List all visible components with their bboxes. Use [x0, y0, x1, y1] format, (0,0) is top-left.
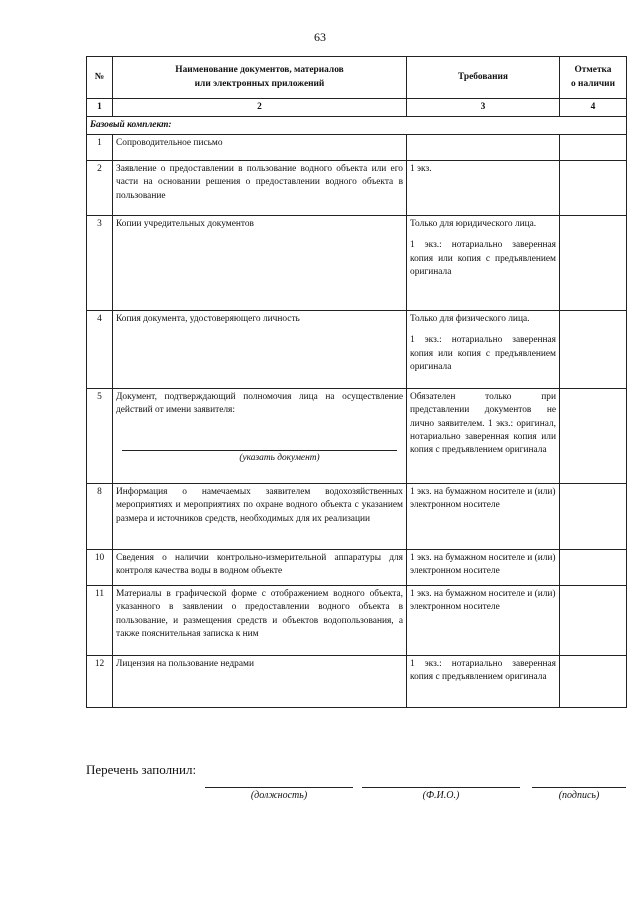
row-mark-cell[interactable] — [560, 161, 627, 216]
position-caption: (должность) — [250, 790, 308, 801]
fio-caption: (Ф.И.О.) — [422, 790, 460, 801]
row-number: 1 — [87, 135, 113, 161]
row-requirements-line1: Только для юридического лица. — [410, 219, 537, 230]
table-row — [87, 586, 627, 656]
header-name-line1: Наименование документов, материалов — [175, 65, 344, 76]
column-number: 1 — [87, 99, 113, 117]
row-number: 2 — [87, 161, 113, 216]
row-document-name: Копия документа, удостоверяющего личность — [113, 311, 407, 389]
row-number: 11 — [87, 586, 113, 656]
table-row — [87, 135, 627, 161]
row-document-name: Заявление о предоставлении в пользование водного объекта или его части на основании решения о предоставлении водного объекта в пользование — [113, 161, 407, 216]
header-mark-line1: Отметка — [574, 65, 612, 76]
row-requirements: 1 экз.: нотариально заверенная копия с предъявлением оригинала — [407, 656, 560, 708]
row-document-name: Копии учредительных документов — [113, 216, 407, 311]
header-row — [87, 57, 627, 99]
row-requirements: 1 экз. на бумажном носителе и (или) электронном носителе — [407, 586, 560, 656]
table-row — [87, 656, 627, 708]
row-number: 5 — [87, 389, 113, 484]
row-number: 4 — [87, 311, 113, 389]
row-requirements: 1 экз. на бумажном носителе и (или) электронном носителе — [407, 550, 560, 586]
page-number: 63 — [314, 30, 326, 44]
row-mark-cell[interactable] — [560, 586, 627, 656]
row-document-name: Материалы в графической форме с отображением водного объекта, указанного в заявлении о предоставлении водного объекта в пользование, и размещения средств и объектов водопользования, а также пояснительная записка к ним — [113, 586, 407, 656]
row-document-name: Лицензия на пользование недрами — [113, 656, 407, 708]
row-mark-cell[interactable] — [560, 389, 627, 484]
row-mark-cell[interactable] — [560, 550, 627, 586]
row-requirements — [407, 311, 560, 389]
row-document-name-text: Документ, подтверждающий полномочия лица на осуществление действий от имени заявителя: — [116, 392, 403, 416]
table-row — [87, 161, 627, 216]
filled-by-label: Перечень заполнил: — [86, 762, 197, 777]
row-number: 10 — [87, 550, 113, 586]
header-name — [113, 57, 407, 99]
row-number: 8 — [87, 484, 113, 550]
row-mark-cell[interactable] — [560, 656, 627, 708]
documents-table — [86, 56, 627, 708]
header-num: № — [87, 57, 113, 99]
position-line[interactable] — [205, 787, 353, 788]
row-mark-cell[interactable] — [560, 135, 627, 161]
row-number: 3 — [87, 216, 113, 311]
table-row — [87, 389, 627, 484]
table-row — [87, 311, 627, 389]
column-number: 3 — [407, 99, 560, 117]
signature-line[interactable] — [532, 787, 626, 788]
column-number: 2 — [113, 99, 407, 117]
signature-caption: (подпись) — [558, 790, 600, 801]
row-document-name: Сведения о наличии контрольно-измерительной аппаратуры для контроля качества воды в водном объекте — [113, 550, 407, 586]
row-requirements: 1 экз. на бумажном носителе и (или) электронном носителе — [407, 484, 560, 550]
table-row — [87, 216, 627, 311]
section-row — [87, 117, 627, 135]
section-title: Базовый комплект: — [87, 117, 627, 135]
row-document-name: Сопроводительное письмо — [113, 135, 407, 161]
header-mark — [560, 57, 627, 99]
document-specify-line[interactable] — [122, 450, 397, 451]
document-specify-caption: (указать документ) — [239, 452, 320, 463]
table-row — [87, 484, 627, 550]
row-mark-cell[interactable] — [560, 216, 627, 311]
column-number: 4 — [560, 99, 627, 117]
row-requirements-line2: 1 экз.: нотариально заверенная копия или копия с предъявлением оригинала — [410, 335, 556, 372]
header-requirements: Требования — [407, 57, 560, 99]
row-requirements-line1: Только для физического лица. — [410, 314, 530, 325]
row-mark-cell[interactable] — [560, 311, 627, 389]
row-number: 12 — [87, 656, 113, 708]
row-requirements — [407, 216, 560, 311]
row-mark-cell[interactable] — [560, 484, 627, 550]
fio-line[interactable] — [362, 787, 520, 788]
header-name-line2: или электронных приложений — [194, 78, 325, 89]
row-document-name: Информация о намечаемых заявителем водохозяйственных мероприятиях и мероприятиях по охране водного объекта с указанием размера и источников средств, необходимых для их реализации — [113, 484, 407, 550]
row-requirements: 1 экз. — [407, 161, 560, 216]
header-mark-line2: о наличии — [571, 78, 615, 89]
row-requirements: Обязателен только при представлении документов не лично заявителем. 1 экз.: оригинал, нотариально заверенная копия или копия с предъявлением оригинала — [407, 389, 560, 484]
row-requirements-line2: 1 экз.: нотариально заверенная копия или копия с предъявлением оригинала — [410, 240, 556, 277]
table-row — [87, 550, 627, 586]
row-document-name — [113, 389, 407, 484]
column-number-row — [87, 99, 627, 117]
row-requirements — [407, 135, 560, 161]
